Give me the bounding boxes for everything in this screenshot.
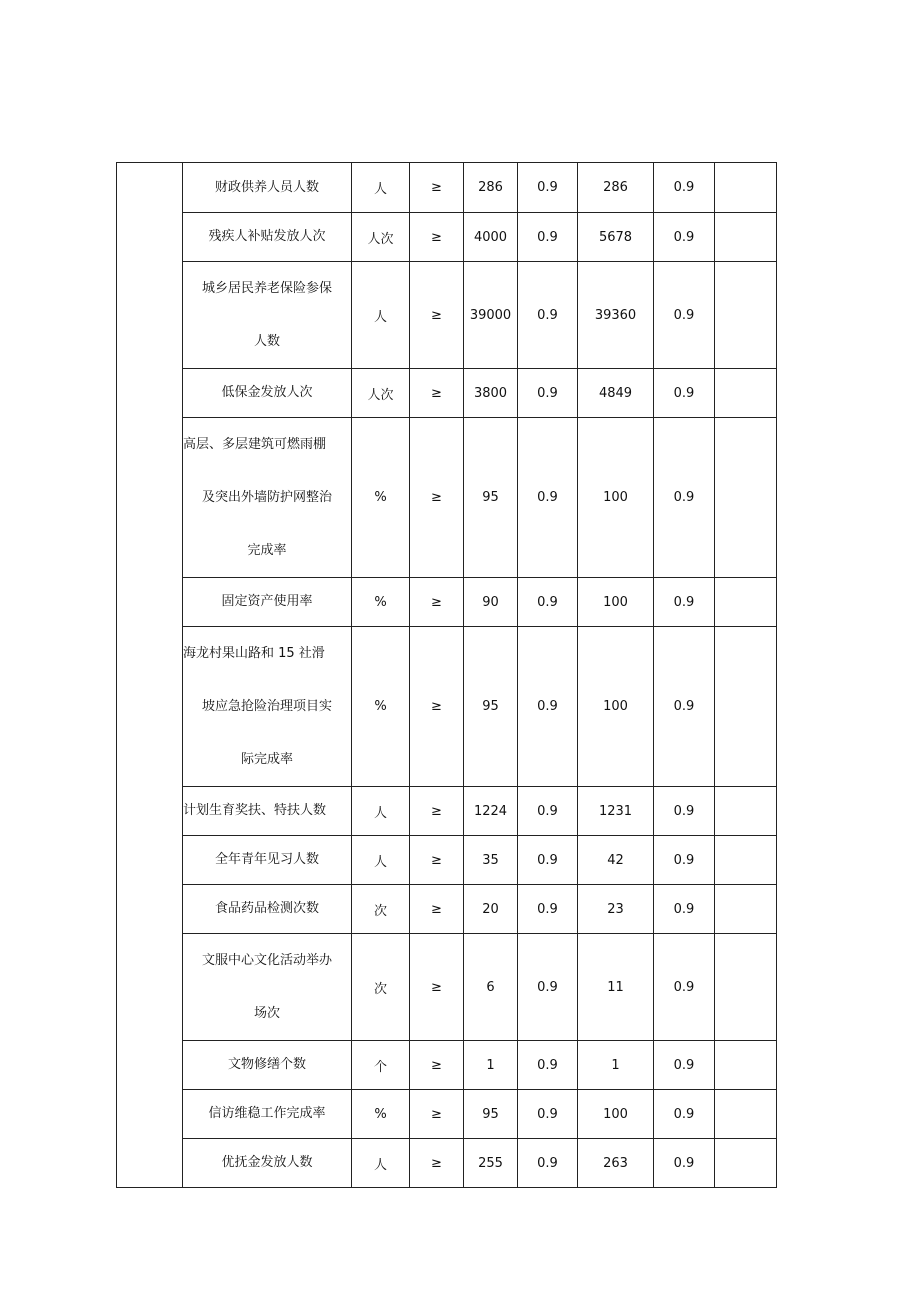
weight-cell: 0.9 [518,578,578,627]
score-cell: 0.9 [654,163,715,213]
table-row [117,418,777,578]
weight-cell: 0.9 [518,787,578,836]
table-row [117,262,777,369]
operator-cell: ≥ [410,885,464,934]
weight-cell: 0.9 [518,418,578,578]
indicator-name-cell [183,213,352,262]
note-cell [715,934,777,1041]
note-cell [715,836,777,885]
operator-cell: ≥ [410,1041,464,1090]
indicator-name-line: 场次 [253,1006,280,1021]
indicator-name-cell [183,163,352,213]
target-value-cell: 1 [464,1041,518,1090]
note-cell [715,213,777,262]
indicator-name-line: 高层、多层建筑可燃雨棚 [183,437,327,452]
indicator-table-body [117,163,777,1188]
weight-cell: 0.9 [518,369,578,418]
operator-cell: ≥ [410,369,464,418]
unit-cell: 次 [352,934,410,1041]
target-value-cell: 95 [464,1090,518,1139]
target-value-cell: 90 [464,578,518,627]
unit-cell: 人次 [352,213,410,262]
weight-cell: 0.9 [518,836,578,885]
indicator-table [116,162,777,1188]
target-value-cell: 1224 [464,787,518,836]
target-value-cell: 255 [464,1139,518,1188]
indicator-name-line: 城乡居民养老保险参保 [201,281,332,296]
target-value-cell: 35 [464,836,518,885]
target-value-cell: 6 [464,934,518,1041]
actual-value-cell: 23 [578,885,654,934]
score-cell: 0.9 [654,262,715,369]
indicator-name-line: 及突出外墙防护网整治 [201,490,332,505]
score-cell: 0.9 [654,1041,715,1090]
weight-cell: 0.9 [518,213,578,262]
indicator-name-line: 海龙村果山路和 15 社滑 [183,646,325,661]
table-row [117,1041,777,1090]
operator-cell: ≥ [410,1139,464,1188]
unit-cell: 人 [352,1139,410,1188]
indicator-name-cell [183,787,352,836]
actual-value-cell: 263 [578,1139,654,1188]
weight-cell: 0.9 [518,934,578,1041]
weight-cell: 0.9 [518,163,578,213]
target-value-cell: 39000 [464,262,518,369]
indicator-name-line: 完成率 [247,543,287,558]
note-cell [715,627,777,787]
weight-cell: 0.9 [518,1090,578,1139]
operator-cell: ≥ [410,213,464,262]
indicator-name-cell [183,262,352,369]
operator-cell: ≥ [410,418,464,578]
weight-cell: 0.9 [518,1041,578,1090]
indicator-name-line: 文服中心文化活动举办 [201,953,332,968]
table-row [117,787,777,836]
table-row [117,885,777,934]
actual-value-cell: 5678 [578,213,654,262]
table-row [117,578,777,627]
score-cell: 0.9 [654,885,715,934]
note-cell [715,369,777,418]
operator-cell: ≥ [410,787,464,836]
unit-cell: % [352,1090,410,1139]
score-cell: 0.9 [654,418,715,578]
target-value-cell: 286 [464,163,518,213]
table-row [117,627,777,787]
note-cell [715,1090,777,1139]
indicator-name-line: 低保金发放人次 [221,385,313,400]
table-row [117,934,777,1041]
note-cell [715,418,777,578]
actual-value-cell: 100 [578,1090,654,1139]
score-cell: 0.9 [654,1090,715,1139]
indicator-name-cell [183,934,352,1041]
note-cell [715,1139,777,1188]
indicator-name-cell [183,1041,352,1090]
indicator-name-line: 文物修缮个数 [227,1057,306,1072]
actual-value-cell: 100 [578,627,654,787]
actual-value-cell: 11 [578,934,654,1041]
unit-cell: % [352,578,410,627]
unit-cell: 人 [352,163,410,213]
note-cell [715,885,777,934]
operator-cell: ≥ [410,1090,464,1139]
unit-cell: % [352,627,410,787]
unit-cell: % [352,418,410,578]
indicator-name-cell [183,418,352,578]
indicator-name-line: 优抚金发放人数 [221,1155,313,1170]
score-cell: 0.9 [654,213,715,262]
score-cell: 0.9 [654,627,715,787]
score-cell: 0.9 [654,1139,715,1188]
category-cell [117,163,183,1188]
unit-cell: 次 [352,885,410,934]
score-cell: 0.9 [654,787,715,836]
actual-value-cell: 100 [578,418,654,578]
table-row [117,836,777,885]
unit-cell: 人次 [352,369,410,418]
actual-value-cell: 42 [578,836,654,885]
weight-cell: 0.9 [518,1139,578,1188]
score-cell: 0.9 [654,578,715,627]
indicator-name-line: 信访维稳工作完成率 [208,1106,326,1121]
operator-cell: ≥ [410,934,464,1041]
table-row [117,369,777,418]
actual-value-cell: 286 [578,163,654,213]
target-value-cell: 20 [464,885,518,934]
actual-value-cell: 39360 [578,262,654,369]
operator-cell: ≥ [410,578,464,627]
weight-cell: 0.9 [518,262,578,369]
indicator-name-cell [183,1090,352,1139]
weight-cell: 0.9 [518,885,578,934]
operator-cell: ≥ [410,836,464,885]
target-value-cell: 95 [464,418,518,578]
indicator-name-cell [183,885,352,934]
note-cell [715,262,777,369]
operator-cell: ≥ [410,627,464,787]
indicator-name-line: 食品药品检测次数 [214,901,319,916]
indicator-name-cell [183,1139,352,1188]
target-value-cell: 4000 [464,213,518,262]
indicator-name-line: 坡应急抢险治理项目实 [201,699,332,714]
table-row [117,213,777,262]
indicator-name-line: 财政供养人员人数 [214,179,319,195]
score-cell: 0.9 [654,369,715,418]
note-cell [715,578,777,627]
indicator-name-line: 全年青年见习人数 [214,852,319,867]
actual-value-cell: 4849 [578,369,654,418]
indicator-name-cell [183,836,352,885]
note-cell [715,1041,777,1090]
unit-cell: 人 [352,836,410,885]
target-value-cell: 95 [464,627,518,787]
score-cell: 0.9 [654,934,715,1041]
indicator-name-line: 人数 [253,334,280,349]
indicator-name-line: 际完成率 [240,752,293,767]
target-value-cell: 3800 [464,369,518,418]
indicator-name-cell [183,578,352,627]
weight-cell: 0.9 [518,627,578,787]
unit-cell: 个 [352,1041,410,1090]
actual-value-cell: 1 [578,1041,654,1090]
operator-cell: ≥ [410,262,464,369]
indicator-name-line: 固定资产使用率 [221,594,313,609]
operator-cell: ≥ [410,163,464,213]
indicator-name-cell [183,627,352,787]
table-row [117,1090,777,1139]
note-cell [715,163,777,213]
note-cell [715,787,777,836]
table-row [117,1139,777,1188]
unit-cell: 人 [352,787,410,836]
score-cell: 0.9 [654,836,715,885]
unit-cell: 人 [352,262,410,369]
indicator-name-line: 残疾人补贴发放人次 [208,229,326,244]
actual-value-cell: 100 [578,578,654,627]
table-row [117,163,777,213]
indicator-name-line: 计划生育奖扶、特扶人数 [183,803,327,818]
actual-value-cell: 1231 [578,787,654,836]
indicator-name-cell [183,369,352,418]
